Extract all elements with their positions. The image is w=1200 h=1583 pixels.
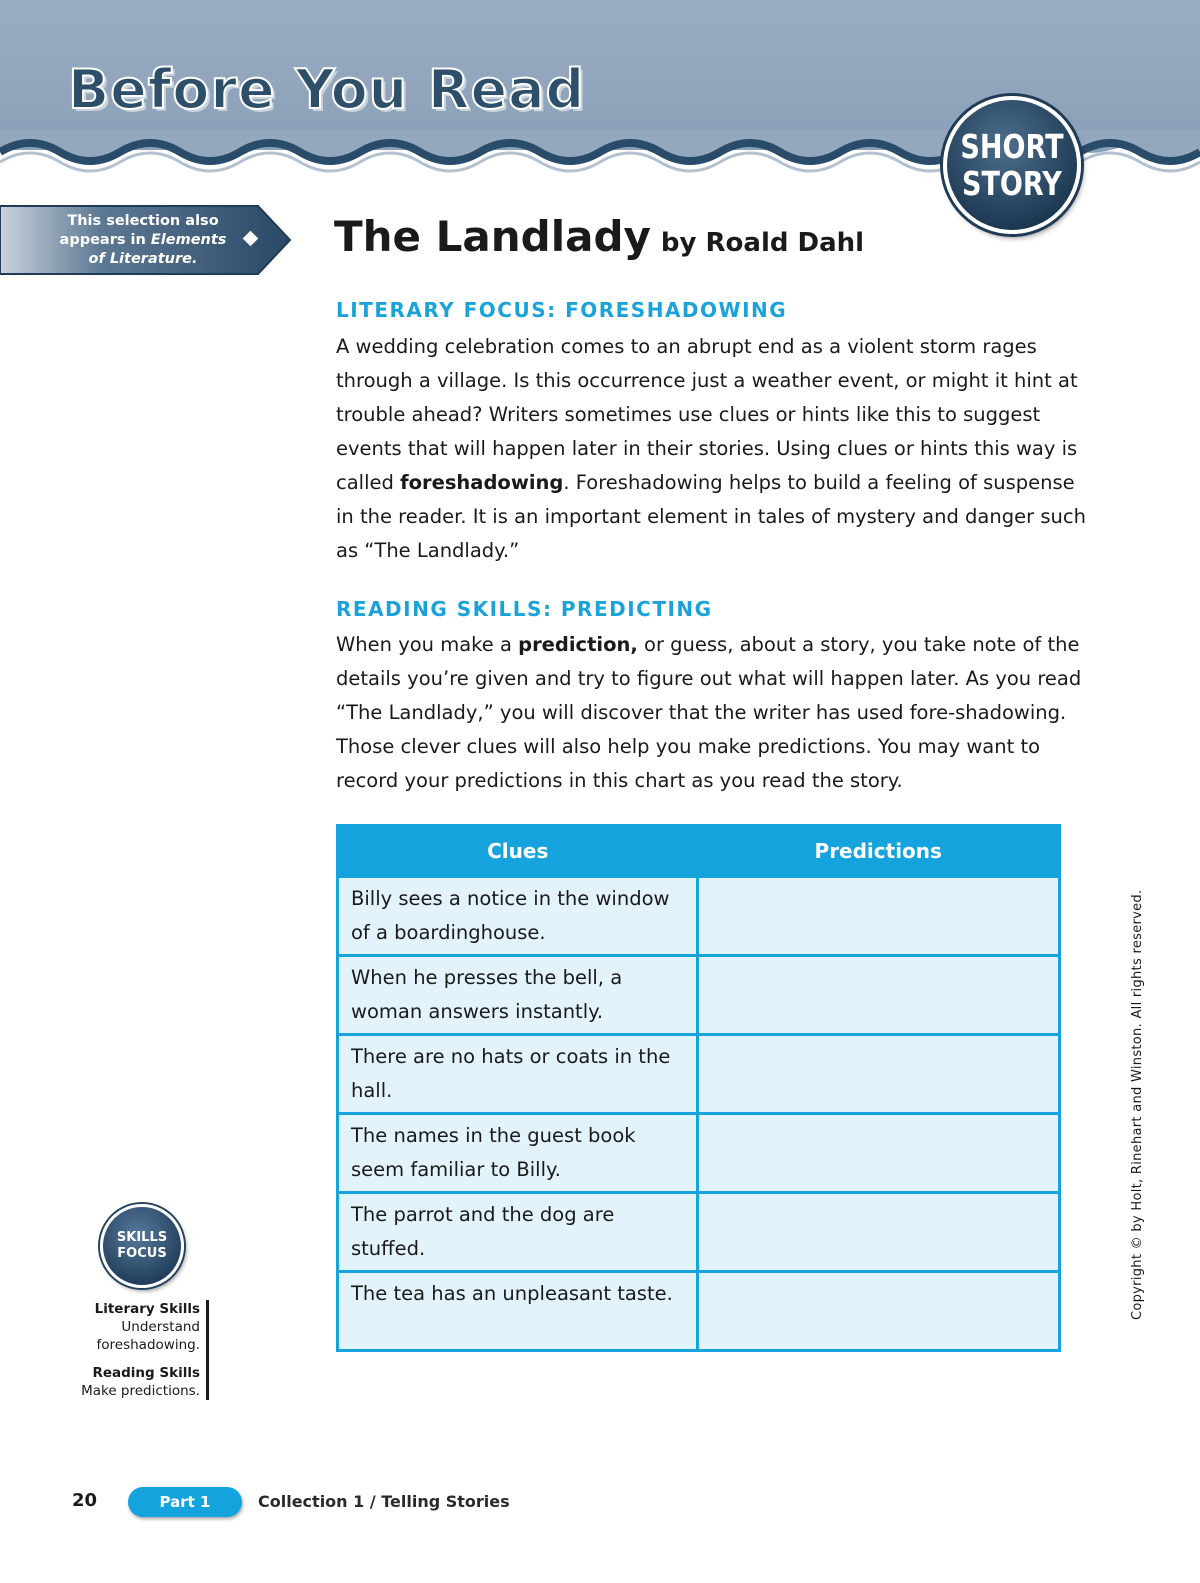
story-byline: by Roald Dahl bbox=[660, 228, 865, 258]
page-number: 20 bbox=[72, 1490, 98, 1511]
predictions-column-header: Predictions bbox=[698, 826, 1060, 877]
clue-cell: The tea has an unpleasant taste. bbox=[338, 1272, 698, 1351]
skills-badge-line2: FOCUS bbox=[117, 1246, 167, 1261]
badge-line1: SHORT bbox=[960, 127, 1064, 166]
prediction-cell[interactable] bbox=[698, 1272, 1060, 1351]
clues-predictions-chart bbox=[336, 824, 1061, 1352]
short-story-badge bbox=[943, 96, 1081, 234]
table-row bbox=[338, 1272, 1060, 1351]
literary-skills-text: Understand foreshadowing. bbox=[96, 1319, 200, 1353]
selection-note-line3: of Literature. bbox=[88, 251, 198, 267]
collection-label: Collection 1 / Telling Stories bbox=[258, 1492, 510, 1511]
selection-note bbox=[48, 212, 238, 269]
table-row bbox=[338, 956, 1060, 1035]
skills-focus-box bbox=[40, 1300, 209, 1400]
reading-skills-heading: READING SKILLS: PREDICTING bbox=[336, 597, 713, 621]
badge-line2: STORY bbox=[962, 164, 1062, 203]
story-title bbox=[334, 212, 864, 261]
skills-focus-badge bbox=[100, 1204, 184, 1288]
clue-cell: Billy sees a notice in the window of a boardinghouse. bbox=[338, 877, 698, 956]
clue-cell: When he presses the bell, a woman answers instantly. bbox=[338, 956, 698, 1035]
clues-column-header: Clues bbox=[338, 826, 698, 877]
page-header-title: Before You Read bbox=[68, 58, 586, 121]
prediction-cell[interactable] bbox=[698, 1193, 1060, 1272]
prediction-cell[interactable] bbox=[698, 877, 1060, 956]
table-row bbox=[338, 1193, 1060, 1272]
reading-skills-text: When you make a prediction, or guess, about a story, you take note of the details you’re given and try to figure out what will happen later. As you read “The Landlady,” you will discover that the writer has used fore-shadowing. Those clever clues will also help you make predictions. You may want to record your predictions in this chart as you read the story. bbox=[336, 633, 1082, 792]
skills-badge-line1: SKILLS bbox=[116, 1230, 168, 1245]
literary-focus-heading: LITERARY FOCUS: FORESHADOWING bbox=[336, 298, 788, 322]
reading-skills-label: Reading Skills bbox=[92, 1365, 200, 1381]
table-row bbox=[338, 877, 1060, 956]
story-title-text: The Landlady bbox=[334, 212, 651, 261]
clue-cell: The parrot and the dog are stuffed. bbox=[338, 1193, 698, 1272]
prediction-cell[interactable] bbox=[698, 1035, 1060, 1114]
clue-cell: There are no hats or coats in the hall. bbox=[338, 1035, 698, 1114]
clue-cell: The names in the guest book seem familiar to Billy. bbox=[338, 1114, 698, 1193]
selection-note-line2: appears in Elements bbox=[59, 232, 227, 248]
reading-skills-desc: Make predictions. bbox=[81, 1383, 200, 1399]
selection-note-line1: This selection also bbox=[67, 213, 219, 229]
literary-skills-label: Literary Skills bbox=[94, 1301, 200, 1317]
chart-header-row bbox=[338, 826, 1060, 877]
copyright-notice: Copyright © by Holt, Rinehart and Winston. All rights reserved. bbox=[1130, 889, 1145, 1320]
prediction-cell[interactable] bbox=[698, 956, 1060, 1035]
prediction-cell[interactable] bbox=[698, 1114, 1060, 1193]
table-row bbox=[338, 1114, 1060, 1193]
part-label: Part 1 bbox=[128, 1487, 242, 1517]
table-row bbox=[338, 1035, 1060, 1114]
literary-focus-text: A wedding celebration comes to an abrupt end as a violent storm rages through a village. Is this occurrence just a weather event, or might it hint at trouble ahead? Writers sometimes use clues or hints like this to suggest events that will happen later in their stories. Using clues or hints this way is called foreshadowing. Foreshadowing helps to build a feeling of suspense in the reader. It is an important element in tales of mystery and danger such as “The Landlady.” bbox=[336, 335, 1086, 562]
